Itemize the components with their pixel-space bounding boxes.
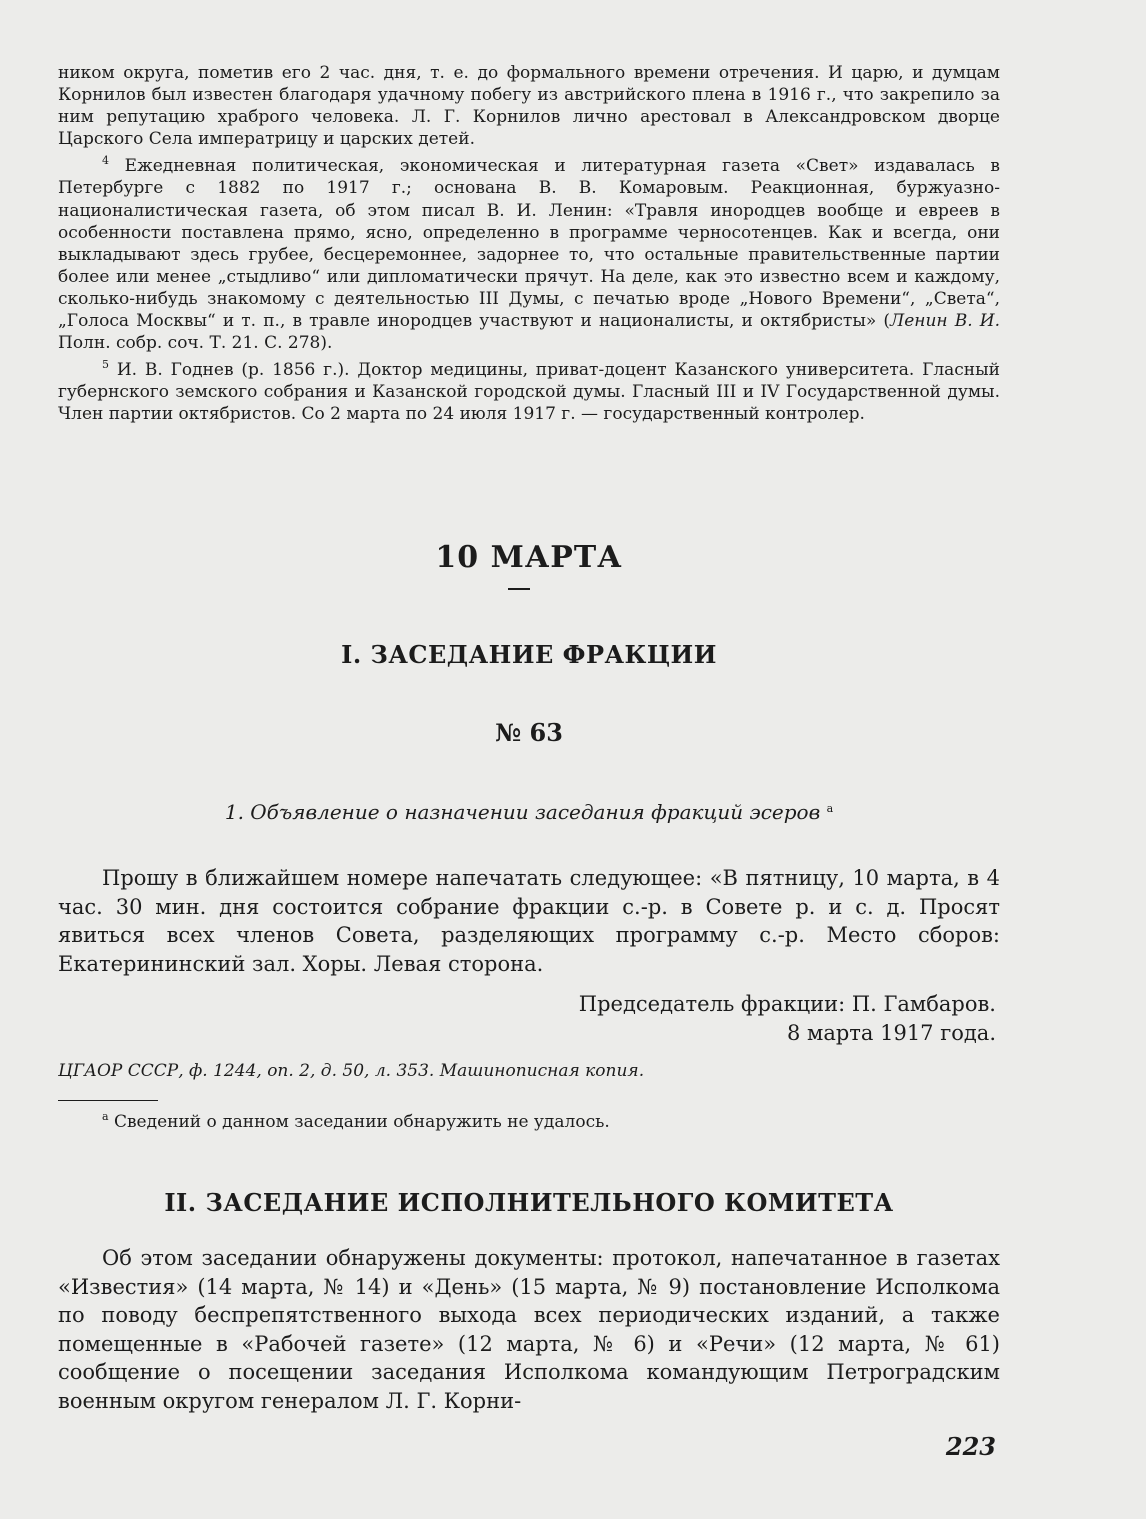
signature: Председатель фракции: П. Гамбаров.: [578, 992, 996, 1016]
footnote-4: [58, 150, 1000, 354]
date-heading: 10 МАРТА: [435, 540, 623, 575]
section-2-body: [58, 1244, 1000, 1415]
footnote-5: [58, 354, 1000, 425]
heading-dash: [508, 588, 530, 590]
footnote-5-text: И. В. Годнев (р. 1856 г.). Доктор медицины, приват-доцент Казанского университета. Гласный губернского земского собрания и Казанской городской думы. Гласный III и IV Государственной думы. Член партии октябристов. Со 2 марта по 24 июля 1917 г. — государственный контролер.: [58, 360, 1000, 425]
archive-source: ЦГАОР СССР, ф. 1244, оп. 2, д. 50, л. 353. Машинописная копия.: [58, 1061, 645, 1081]
footnote-a-marker: а: [102, 1110, 109, 1123]
footnote-a: [102, 1110, 610, 1132]
footnotes-top: [58, 62, 1000, 426]
footnote-a-text: Сведений о данном заседании обнаружить не удалось.: [113, 1112, 610, 1132]
document-title: [58, 800, 1000, 824]
footnote-5-marker: 5: [102, 358, 109, 372]
section-2-body-text: Об этом заседании обнаружены документы: протокол, напечатанное в газетах «Известия» (14 марта, № 14) и «День» (15 марта, № 9) постановление Исполкома по поводу беспрепятственного выхода всех периодических изданий, а также помещенные в «Рабочей газете» (12 марта, № 6) и «Речи» (12 марта, № 61) сообщение о посещении заседания Исполкома командующим Петроградским военным округом генералом Л. Г. Корни-: [58, 1246, 1000, 1413]
section-1-body: [58, 864, 1000, 978]
footnote-rule: [58, 1100, 158, 1101]
footnote-4-marker: 4: [102, 154, 109, 168]
page-number: 223: [945, 1432, 996, 1461]
document-title-text: 1. Объявление о назначении заседания фракций эсеров: [224, 800, 821, 824]
section-1-body-text: Прошу в ближайшем номере напечатать следующее: «В пятницу, 10 марта, в 4 час. 30 мин. дня состоится собрание фракции с.-р. в Совете р. и с. д. Просят явиться всех членов Совета, разделяющих программу с.-р. Место сборов: Екатерининский зал. Хоры. Левая сторона.: [58, 866, 1000, 976]
footnote-continuation: ником округа, пометив его 2 час. дня, т. е. до формального времени отречения. И царю, и думцам Корнилов был известен благодаря удачному побегу из австрийского плена в 1916 г., что закрепило за ним репутацию храброго человека. Л. Г. Корнилов лично арестовал в Александровском дворце Царского Села императрицу и царских детей.: [58, 63, 1000, 150]
signature-date: 8 марта 1917 года.: [786, 1021, 996, 1045]
footnote-4-cite-rest: Полн. собр. соч. Т. 21. С. 278).: [58, 333, 333, 354]
footnote-4-text: Ежедневная политическая, экономическая и литературная газета «Свет» издавалась в Петербурге с 1882 по 1917 г.; основана В. В. Комаровым. Реакционная, буржуазно-националистическая газета, об этом писал В. И. Ленин: «Травля инородцев вообще и евреев в особенности поставлена прямо, ясно, определенно в программе черносотенцев. Как и всегда, они выкладывают здесь грубее, бесцеремоннее, задорнее то, что остальные правительственные партии более или менее „стыдливо“ или дипломатически прячут. На деле, как это известно всем и каждому, сколько-нибудь знакомому с деятельностью III Думы, с печатью вроде „Нового Времени“, „Света“, „Голоса Москвы“ и т. п., в травле инородцев участвуют и националисты, и октябристы» (: [58, 156, 1001, 332]
document-number: № 63: [495, 718, 563, 747]
section-1-heading: I. ЗАСЕДАНИЕ ФРАКЦИИ: [341, 640, 717, 669]
document-title-marker: а: [826, 802, 834, 815]
section-2-heading: II. ЗАСЕДАНИЕ ИСПОЛНИТЕЛЬНОГО КОМИТЕТА: [164, 1188, 894, 1217]
footnote-4-cite-author: Ленин В. И.: [890, 311, 1000, 332]
